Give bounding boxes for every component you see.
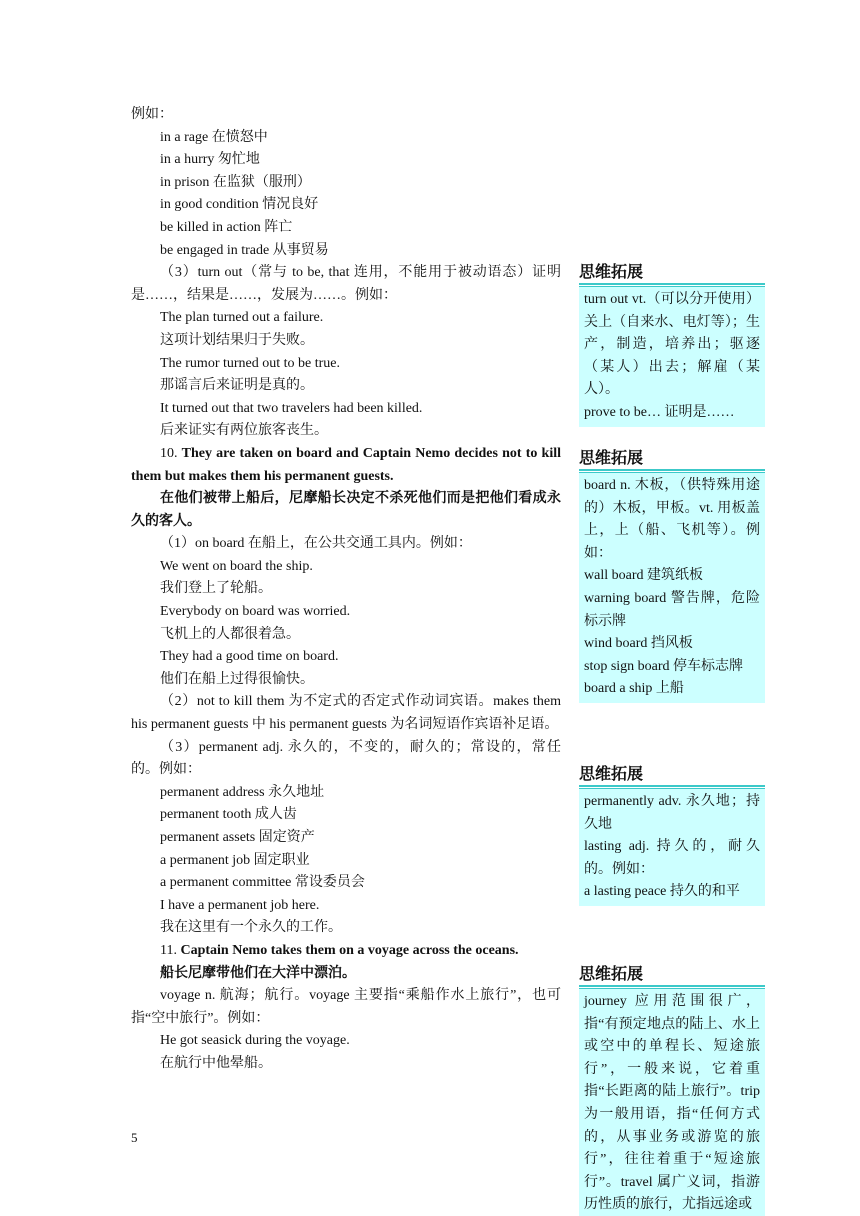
sidebar-heading-text: 思维拓展 bbox=[579, 964, 644, 983]
sidebar-entry: permanently adv. 永久地；持久地 bbox=[584, 794, 760, 832]
example-line: 飞机上的人都很着急。 bbox=[160, 626, 300, 642]
example-line: a permanent committee 常设委员会 bbox=[160, 875, 365, 891]
sidebar-entry: lasting adj. 持久的，耐久的。例如： bbox=[584, 839, 760, 877]
example-line: I have a permanent job here. bbox=[160, 897, 320, 913]
example-line: We went on board the ship. bbox=[160, 558, 313, 574]
sidebar-entry: wall board 建筑纸板 bbox=[584, 568, 703, 584]
example-line: permanent assets 固定资产 bbox=[160, 830, 315, 845]
sidebar-box-board bbox=[579, 473, 765, 703]
sidebar-heading bbox=[579, 764, 765, 784]
sidebar-entry: prove to be… 证明是…… bbox=[584, 404, 735, 420]
example-line: 这项计划结果归于失败。 bbox=[160, 332, 314, 348]
phrase-line: be killed in action 阵亡 bbox=[160, 219, 293, 235]
sentence-11-translation: 船长尼摩带他们在大洋中漂泊。 bbox=[160, 965, 356, 981]
sidebar-heading bbox=[579, 448, 765, 468]
example-line: Everybody on board was worried. bbox=[160, 604, 351, 620]
phrase-line: in prison 在监狱（服刑） bbox=[160, 174, 311, 190]
sentence-number: 10. bbox=[160, 445, 178, 461]
phrase-line: in a rage 在愤怒中 bbox=[160, 129, 268, 145]
example-line: He got seasick during the voyage. bbox=[160, 1033, 350, 1049]
sidebar-heading-text: 思维拓展 bbox=[579, 262, 644, 281]
example-line: a permanent job 固定职业 bbox=[160, 852, 310, 868]
main-text bbox=[131, 104, 561, 1076]
onboard-note: （1）on board 在船上，在公共交通工具内。例如： bbox=[160, 536, 472, 552]
example-line: The rumor turned out to be true. bbox=[160, 355, 341, 371]
example-line: The plan turned out a failure. bbox=[160, 310, 324, 326]
example-line: It turned out that two travelers had been killed. bbox=[160, 400, 423, 416]
page-number: 5 bbox=[131, 1130, 138, 1145]
phrase-line: be engaged in trade 从事贸易 bbox=[160, 242, 329, 258]
examples-intro: 例如： bbox=[131, 107, 173, 122]
sentence-english: Captain Nemo takes them on a voyage across the oceans. bbox=[180, 942, 519, 958]
voyage-note: voyage n. 航海；航行。voyage 主要指“乘船作水上旅行”，也可指“空中旅行”。例如： bbox=[131, 988, 561, 1026]
example-line: 他们在船上过得很愉快。 bbox=[160, 671, 314, 687]
sidebar-entry: wind board 挡风板 bbox=[584, 636, 693, 652]
example-line: They had a good time on board. bbox=[160, 649, 339, 665]
nottokill-note: （2）not to kill them 为不定式的否定式作动词宾语。makes them his permanent guests 中 his permanent guests 为名词短语作宾语补足语。 bbox=[131, 694, 561, 733]
sentence-11 bbox=[131, 940, 561, 963]
sidebar-entry: warning board 警告牌，危险标示牌 bbox=[584, 590, 760, 629]
sidebar-entry: journey 应用范围很广，指“有预定地点的陆上、水上或空中的单程长、短途旅行”，一般来说，它着重指“长距离的陆上旅行”。trip 为一般用语，指“任何方式的，从事业务或游览的旅行”，往往着重于“短途旅行”。travel 属广义词，指游历性质的旅行，尤指远途或 bbox=[584, 994, 760, 1213]
phrase-line: in a hurry 匆忙地 bbox=[160, 152, 260, 168]
sidebar-heading-text: 思维拓展 bbox=[579, 448, 644, 467]
sidebar-entry: board a ship 上船 bbox=[584, 681, 684, 697]
sidebar-entry: turn out vt.（可以分开使用）关上（自来水、电灯等）；生产，制造，培养出；驱逐（某人）出去；解雇（某人）。 bbox=[584, 292, 760, 398]
sidebar-heading bbox=[579, 964, 765, 984]
sentence-10-translation: 在他们被带上船后，尼摩船长决定不杀死他们而是把他们看成永久的客人。 bbox=[131, 491, 561, 529]
sidebar-entry: a lasting peace 持久的和平 bbox=[584, 884, 740, 900]
sidebar-heading bbox=[579, 262, 765, 282]
sidebar-box-journey bbox=[579, 989, 765, 1216]
sentence-number: 11. bbox=[160, 942, 177, 958]
sidebar-entry: board n. 木板，（供特殊用途的）木板，甲板。vt. 用板盖上，上（船、飞机等）。例如： bbox=[584, 478, 760, 561]
example-line: permanent address 永久地址 bbox=[160, 784, 325, 800]
example-line: 在航行中他晕船。 bbox=[160, 1055, 272, 1071]
turnout-note: （3）turn out（常与 to be, that 连用，不能用于被动语态）证明是……，结果是……，发展为……。例如： bbox=[131, 265, 561, 303]
example-line: 后来证实有两位旅客丧生。 bbox=[160, 423, 328, 439]
example-line: permanent tooth 成人齿 bbox=[160, 807, 297, 823]
sentence-english: They are taken on board and Captain Nemo decides not to kill them but makes them his permanent guests. bbox=[131, 445, 561, 484]
sidebar-box-turnout bbox=[579, 287, 765, 427]
sidebar-heading-text: 思维拓展 bbox=[579, 764, 644, 783]
example-line: 我们登上了轮船。 bbox=[160, 581, 272, 597]
permanent-note: （3）permanent adj. 永久的，不变的，耐久的；常设的，常任的。例如： bbox=[131, 739, 561, 778]
example-line: 我在这里有一个永久的工作。 bbox=[160, 920, 342, 936]
sidebar-entry: stop sign board 停车标志牌 bbox=[584, 658, 744, 674]
sentence-10 bbox=[131, 443, 561, 488]
phrase-line: in good condition 情况良好 bbox=[160, 197, 319, 213]
sidebar-box-permanent bbox=[579, 789, 765, 906]
example-line: 那谣言后来证明是真的。 bbox=[160, 378, 314, 394]
